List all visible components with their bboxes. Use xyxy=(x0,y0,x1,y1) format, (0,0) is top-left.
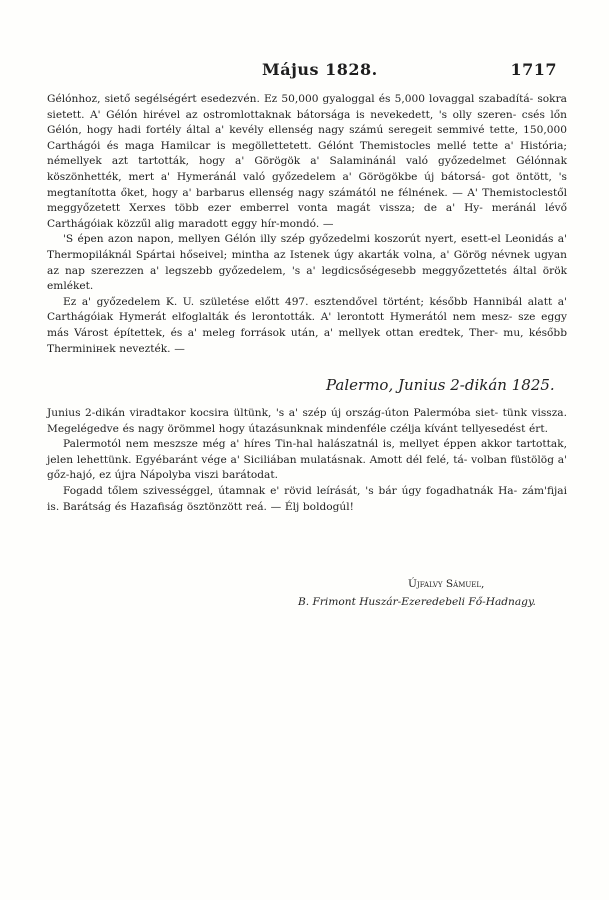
section-1-text xyxy=(47,92,567,357)
dateline: Palermo, Junius 2-dikán 1825. xyxy=(326,376,555,394)
page-header xyxy=(0,60,609,84)
paragraph: Palermotól nem meszsze még a' híres Tin-hal halászatnál is, mellyet éppen akkor tartottak, jelen lehettünk. Egyébaránt vége a' Siciliában mulatásnak. Amott dél felé, tá- volban füstölög a' gőz-hajó, ez újra Nápolyba viszi barátodat. xyxy=(47,438,567,482)
page-number: 1717 xyxy=(510,60,557,79)
paragraph: Junius 2-dikán viradtakor kocsira ültünk, 's a' szép új ország-úton Palermóba siet- tünk vissza. Megelégedve és nagy örömmel hogy útazásunknak mindenféle czélja kívánt tellyesedést ért. xyxy=(47,407,567,435)
paragraph: Ez a' győzedelem K. U. születése előtt 497. esztendővel történt; később Hannibál alatt a' Carthágóiak Hymerát elfoglalták és lerontották. A' lerontott Hymerától nem mesz- sze eggy más Várost építettek, és a' meleg források után, a' mellyek ottan eredtek, Ther- mu, később Therminінek nevezték. — xyxy=(47,295,567,355)
author-name: Újfalvy Sámuel, xyxy=(408,578,485,590)
paragraph: Gélónhoz, siető segélségért esedezvén. Ez 50,000 gyaloggal és 5,000 lovaggal szabadítá- sokra sietett. A' Gélón hirével az ostromlottaknak bátorsága is nevekedett, 's olly szeren- csés lőn Gélón, hogy hadi fortély által a' kevély ellenség nagy számú seregeit semmivé tette, 150,000 Carthágói és maga Hamilcar is megöllettetett. Gélónt Themistocles mellé tette a' História; némellyek azt tartották, hogy a' Görögök a' Salaminánál való győzedelmet Gélónnak köszönhették, mert a' Hymeránál való győzedelem a' Görögökbe új bátorsá- got öntött, 's megtanította őket, hogy a' barbarus ellenség nagy számától ne félnének. — A' Themistoclestől meggyőzetett Xerxes több ezer emberrel vonta magát vissza; de a' Hy- meránál lévő Carthágóiak közzűl alig maradott eggy hír-mondó. — xyxy=(47,93,567,230)
author-title: B. Frimont Huszár-Ezeredebeli Fő-Hadnagy. xyxy=(298,596,536,608)
running-head: Május 1828. xyxy=(262,60,378,79)
section-2-text xyxy=(47,406,567,515)
paragraph: 'S épen azon napon, mellyen Gélón illy szép győzedelmi koszorút nyert, esett-el Leonidás a' Thermopiláknál Spártai hőseivel; mintha az Istenek úgy akarták volna, a' Görög névnek ugyan az nap szerezzen a' legszebb győzedelem, 's a' legdicsőségesebb meggyőzettetés által örök emléket. xyxy=(47,233,567,293)
paragraph: Fogadd tőlem szivességgel, útamnak e' rövid leírását, 's bár úgy fogadhatnák Ha- zám'fijai is. Barátság és Hazafiság ösztönzött reá. — Élj boldogúl! xyxy=(47,484,567,513)
